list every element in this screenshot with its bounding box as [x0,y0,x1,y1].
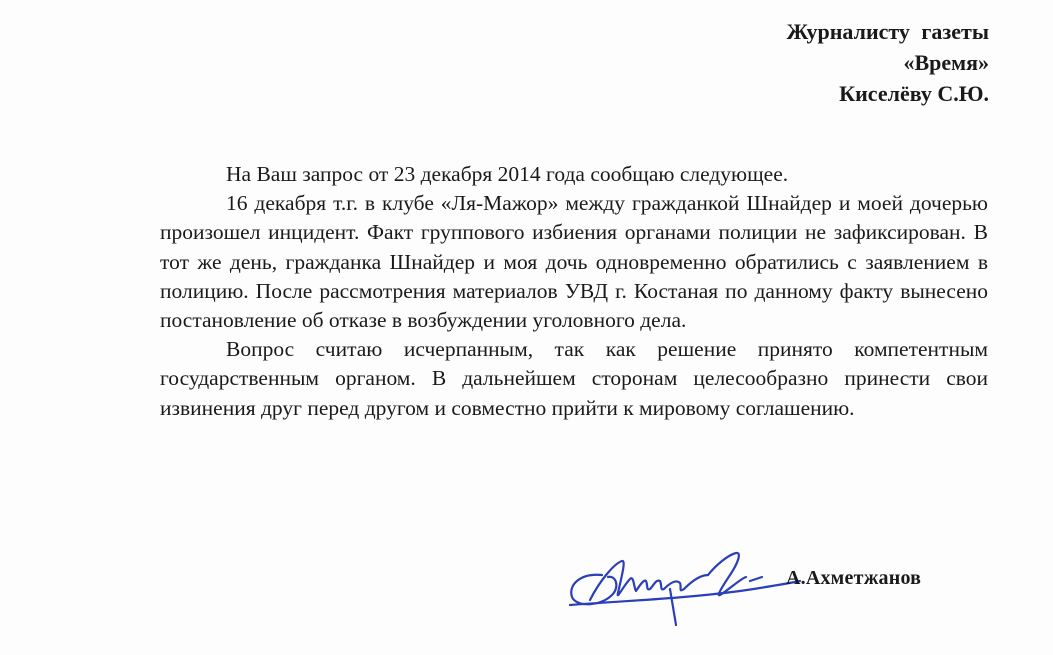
addressee-line-1: Журналисту газеты [786,19,989,44]
signature-block [560,545,980,635]
addressee-block [786,16,989,109]
letter-body [160,160,988,423]
addressee-line-3: Киселёву С.Ю. [839,81,989,106]
letter-paragraph-3: Вопрос считаю исчерпанным, так как решение принято компетентным государственным органом. В дальнейшем сторонам целесообразно принести свои извинения друг перед другом и совместно прийти к мировому соглашению. [160,337,988,420]
handwritten-signature-icon [560,545,820,630]
letter-paragraph-2: 16 декабря т.г. в клубе «Ля-Мажор» между гражданкой Шнайдер и моей дочерью произошел инцидент. Факт группового избиения органами полиции не зафиксирован. В тот же день, гражданка Шнайдер и моя дочь одновременно обратились с заявлением в полицию. После рассмотрения материалов УВД г. Костаная по данному факту вынесено постановление об отказе в возбуждении уголовного дела. [160,191,988,333]
addressee-line-2: «Время» [903,50,989,75]
letter-paragraph-1: На Ваш запрос от 23 декабря 2014 года сообщаю следующее. [226,162,789,186]
signer-name: А.Ахметжанов [786,567,922,589]
